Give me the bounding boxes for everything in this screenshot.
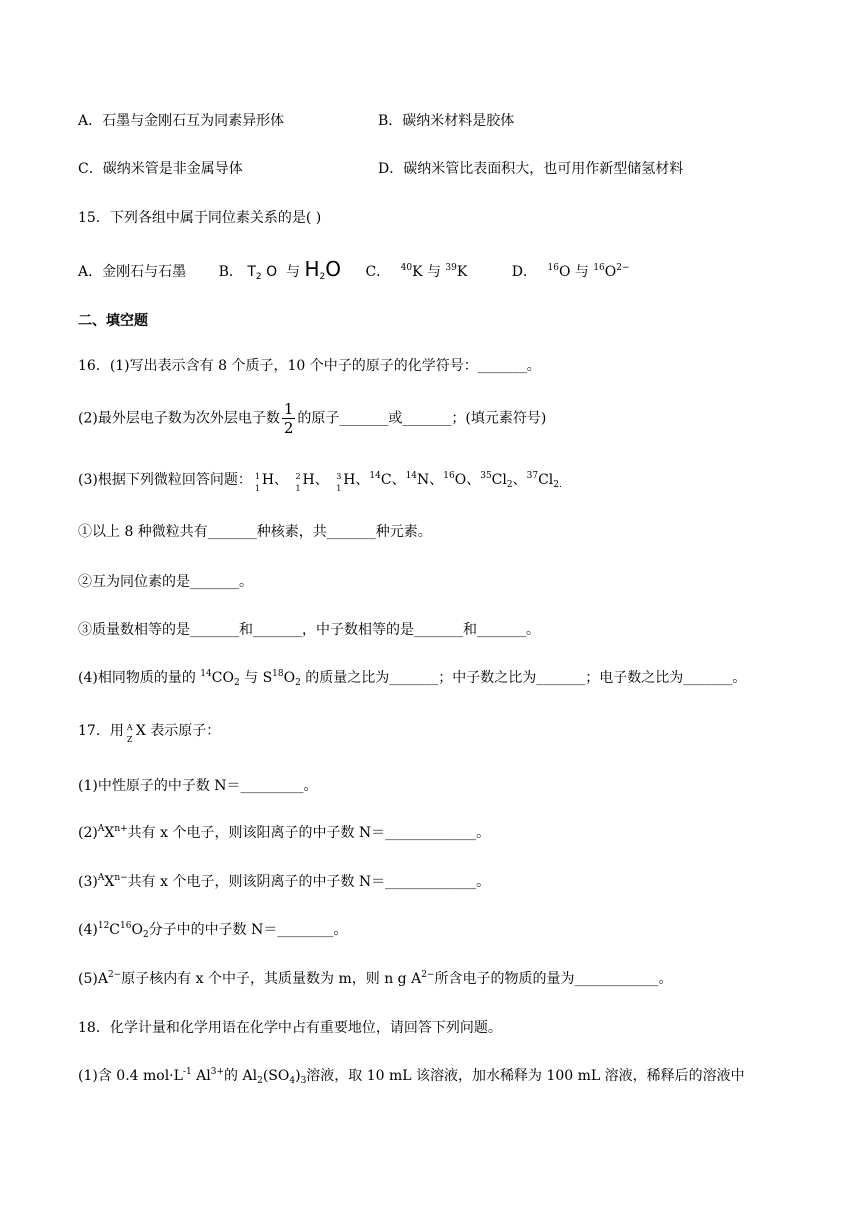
q17-sub1: (1)中性原子的中子数 N＝_________。 bbox=[78, 778, 318, 794]
q16-part2-after: 的原子_______或_______；(填元素符号) bbox=[297, 410, 547, 427]
q17-sub3 bbox=[78, 872, 490, 892]
question-15-options bbox=[78, 259, 630, 282]
co2-formula: $(4)^{12}C^{16}O_2$ bbox=[78, 921, 149, 940]
q17-sub2 bbox=[78, 823, 490, 843]
section-title: 二、填空题 bbox=[78, 313, 148, 329]
q17-sub5: $(5)A^{2-}$原子核内有 x 个中子，其质量数为 m，则 n g $A^{2-}$所含电子的物质的量为____________。 bbox=[78, 970, 673, 987]
option-a: A．石墨与金刚石互为同素异形体 bbox=[78, 113, 285, 129]
fraction-numerator: 1 bbox=[283, 400, 294, 418]
q15-option-a: A．金刚石与石墨 bbox=[78, 264, 187, 280]
q16-part3-sub3: ③质量数相等的是_______和_______，中子数相等的是_______和_______。 bbox=[78, 622, 540, 638]
q16-part2 bbox=[78, 400, 546, 437]
q16-part2-before: (2)最外层电子数为次外层电子数 bbox=[78, 410, 280, 427]
symbol-x: X bbox=[135, 723, 151, 739]
q16-part3-sub1: ①以上 8 种微粒共有_______种核素，共_______种元素。 bbox=[78, 524, 432, 540]
q17-sub5-a: (5)A bbox=[78, 971, 108, 987]
cation-formula: $(2)^AX^{n+}$ bbox=[78, 824, 128, 841]
q17-sub4 bbox=[78, 920, 347, 940]
q16-part4-c: 的质量之比为_______；中子数之比为_______；电子数之比为_______。 bbox=[300, 670, 747, 686]
q15-option-b-label: B． bbox=[218, 264, 243, 280]
q18-sub1-d: (SO bbox=[262, 1068, 290, 1084]
anion-formula: $(3)^AX^{n-}$ bbox=[78, 873, 128, 890]
q17-sub3-text: 共有 x 个电子，则该阴离子的中子数 N＝_____________。 bbox=[127, 874, 491, 890]
formula-14co2: $^{14}CO_2$ bbox=[200, 669, 240, 688]
particle-list: 1 1 H、 2 1 H、 3 1 H、$^{14}$C、$^{14}$N、$^{16}$O、$^{35}Cl_2$、$^{37}Cl_{2.}$ bbox=[254, 471, 562, 493]
q16-part3-sub2: ②互为同位素的是_______。 bbox=[78, 574, 253, 590]
fraction-denominator: 2 bbox=[283, 419, 294, 437]
q17-sub5-b: 原子核内有 x 个中子，其质量数为 m，则 n g A bbox=[121, 971, 422, 987]
q18-sub1-a: (1)含 0.4 mol·L bbox=[78, 1068, 183, 1084]
option-d: D．碳纳米管比表面积大，也可用作新型储氢材料 bbox=[378, 161, 684, 177]
question-15-stem: 15．下列各组中属于同位素关系的是( ) bbox=[78, 210, 322, 226]
q18-stem: 18．化学计量和化学用语在化学中占有重要地位，请回答下列问题。 bbox=[78, 1020, 502, 1036]
q18-sub1-c: 的 Al bbox=[224, 1068, 258, 1084]
q15-option-b-formula: $T_2$ O 与 $H_2O$ bbox=[247, 257, 341, 282]
q18-sub1: (1)含 0.4 $mol\cdot L^{-1}$ $Al^{3+}$的 $Al_2(SO_4)_3$溶液，取 10 mL 该溶液，加水稀释为 100 mL 溶液，稀释后的溶液中 bbox=[78, 1067, 745, 1086]
q18-sub1-b: Al bbox=[191, 1068, 211, 1084]
q16-part1: 16．(1)写出表示含有 8 个质子，10 个中子的原子的化学符号：_______。 bbox=[78, 358, 541, 374]
q16-part4-a: (4)相同物质的量的 bbox=[78, 670, 201, 686]
fraction-one-half bbox=[282, 400, 296, 437]
formula-s18o2: $S^{18}O_2$ bbox=[262, 669, 301, 688]
q16-part4 bbox=[78, 668, 746, 688]
q18-sub1-e: ) bbox=[295, 1068, 301, 1084]
option-b: B．碳纳米材料是胶体 bbox=[378, 113, 515, 129]
q15-option-d-label: D． bbox=[511, 264, 538, 280]
q17-sub2-text: 共有 x 个电子，则该阳离子的中子数 N＝_____________。 bbox=[127, 825, 491, 841]
q17-stem: 17．用 A Z X 表示原子： bbox=[78, 723, 221, 744]
q15-option-d-formula: $^{16}$O 与 $^{16}O^{2-}$ bbox=[547, 263, 630, 280]
q17-sub5-c: 所含电子的物质的量为____________。 bbox=[434, 971, 673, 987]
q16-part4-b: 与 bbox=[239, 670, 263, 686]
q17-stem-b: 表示原子： bbox=[150, 723, 221, 739]
q16-part3-intro: (3)根据下列微粒回答问题： bbox=[78, 472, 252, 488]
q17-sub4-text: 分子中的中子数 N＝________。 bbox=[148, 922, 348, 938]
q16-part3 bbox=[78, 470, 562, 493]
q17-stem-a: 17．用 bbox=[78, 723, 124, 739]
option-c: C．碳纳米管是非金属导体 bbox=[78, 161, 243, 177]
q18-sub1-f: 溶液，取 10 mL 该溶液，加水稀释为 100 mL 溶液，稀释后的溶液中 bbox=[306, 1068, 745, 1084]
q15-option-c-label: C． bbox=[365, 264, 391, 280]
q15-option-c-formula: $^{40}$K 与 $^{39}$K bbox=[400, 263, 468, 280]
